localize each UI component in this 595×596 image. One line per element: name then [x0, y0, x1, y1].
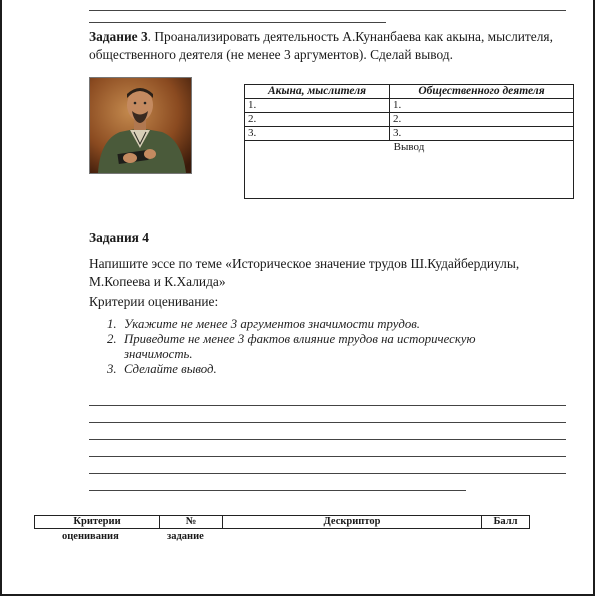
task3-label: Задание 3	[89, 29, 148, 44]
column-header-akyn: Акына, мыслителя	[245, 85, 390, 99]
table-row	[245, 127, 574, 141]
list-item	[107, 332, 547, 362]
table-cell[interactable]: 3.	[245, 127, 390, 141]
page-border-left	[0, 0, 2, 596]
answer-line[interactable]	[89, 439, 566, 440]
task4-title: Задания 4	[89, 230, 149, 245]
criteria-label: Критерии оценивание:	[89, 294, 219, 309]
table-cell[interactable]: 3.	[390, 127, 574, 141]
answer-line[interactable]	[89, 456, 566, 457]
conclusion-cell[interactable]: Вывод	[245, 141, 574, 199]
list-number: 1.	[107, 317, 117, 331]
answer-line[interactable]	[89, 473, 566, 474]
header-descriptor: Дескриптор	[323, 516, 381, 527]
list-number: 2.	[107, 332, 117, 346]
top-rule	[89, 10, 566, 11]
list-item	[107, 317, 547, 332]
table-cell[interactable]: 2.	[245, 113, 390, 127]
header-criteria: Критерии	[73, 516, 121, 527]
assessment-table-header	[34, 515, 530, 529]
task3-text: . Проанализировать деятельность А.Кунанбаева как акына, мыслителя, общественного деятеля (не менее 3 аргументов). Сделай вывод.	[89, 29, 553, 62]
answer-line[interactable]	[89, 490, 466, 491]
answer-line[interactable]	[89, 405, 566, 406]
portrait-photo-icon	[90, 78, 191, 173]
list-item-text: Укажите не менее 3 аргументов значимости трудов.	[124, 317, 420, 331]
answer-line[interactable]	[89, 422, 566, 423]
list-item	[107, 362, 547, 377]
header-score: Балл	[493, 516, 518, 527]
table-cell[interactable]: 1.	[390, 99, 574, 113]
table-row	[245, 113, 574, 127]
list-number: 3.	[107, 362, 117, 376]
top-rule-short	[89, 22, 386, 23]
table-cell[interactable]: 1.	[245, 99, 390, 113]
table-row	[245, 99, 574, 113]
header-criteria-sub: оценивания	[62, 531, 119, 542]
list-item-text: Сделайте вывод.	[124, 362, 217, 376]
column-header-public-figure: Общественного деятеля	[390, 85, 574, 99]
task3-paragraph	[89, 28, 569, 64]
portrait-image	[89, 77, 192, 174]
header-number: №	[185, 516, 197, 527]
task4-text: Напишите эссе по теме «Историческое значение трудов Ш.Кудайбердиулы, М.Копеева и К.Халида»	[89, 256, 520, 289]
criteria-list	[107, 317, 547, 377]
header-number-sub: задание	[167, 531, 204, 542]
analysis-table	[244, 84, 574, 199]
table-cell[interactable]: 2.	[390, 113, 574, 127]
list-item-text: Приведите не менее 3 фактов влияние трудов на историческую значимость.	[124, 332, 476, 361]
